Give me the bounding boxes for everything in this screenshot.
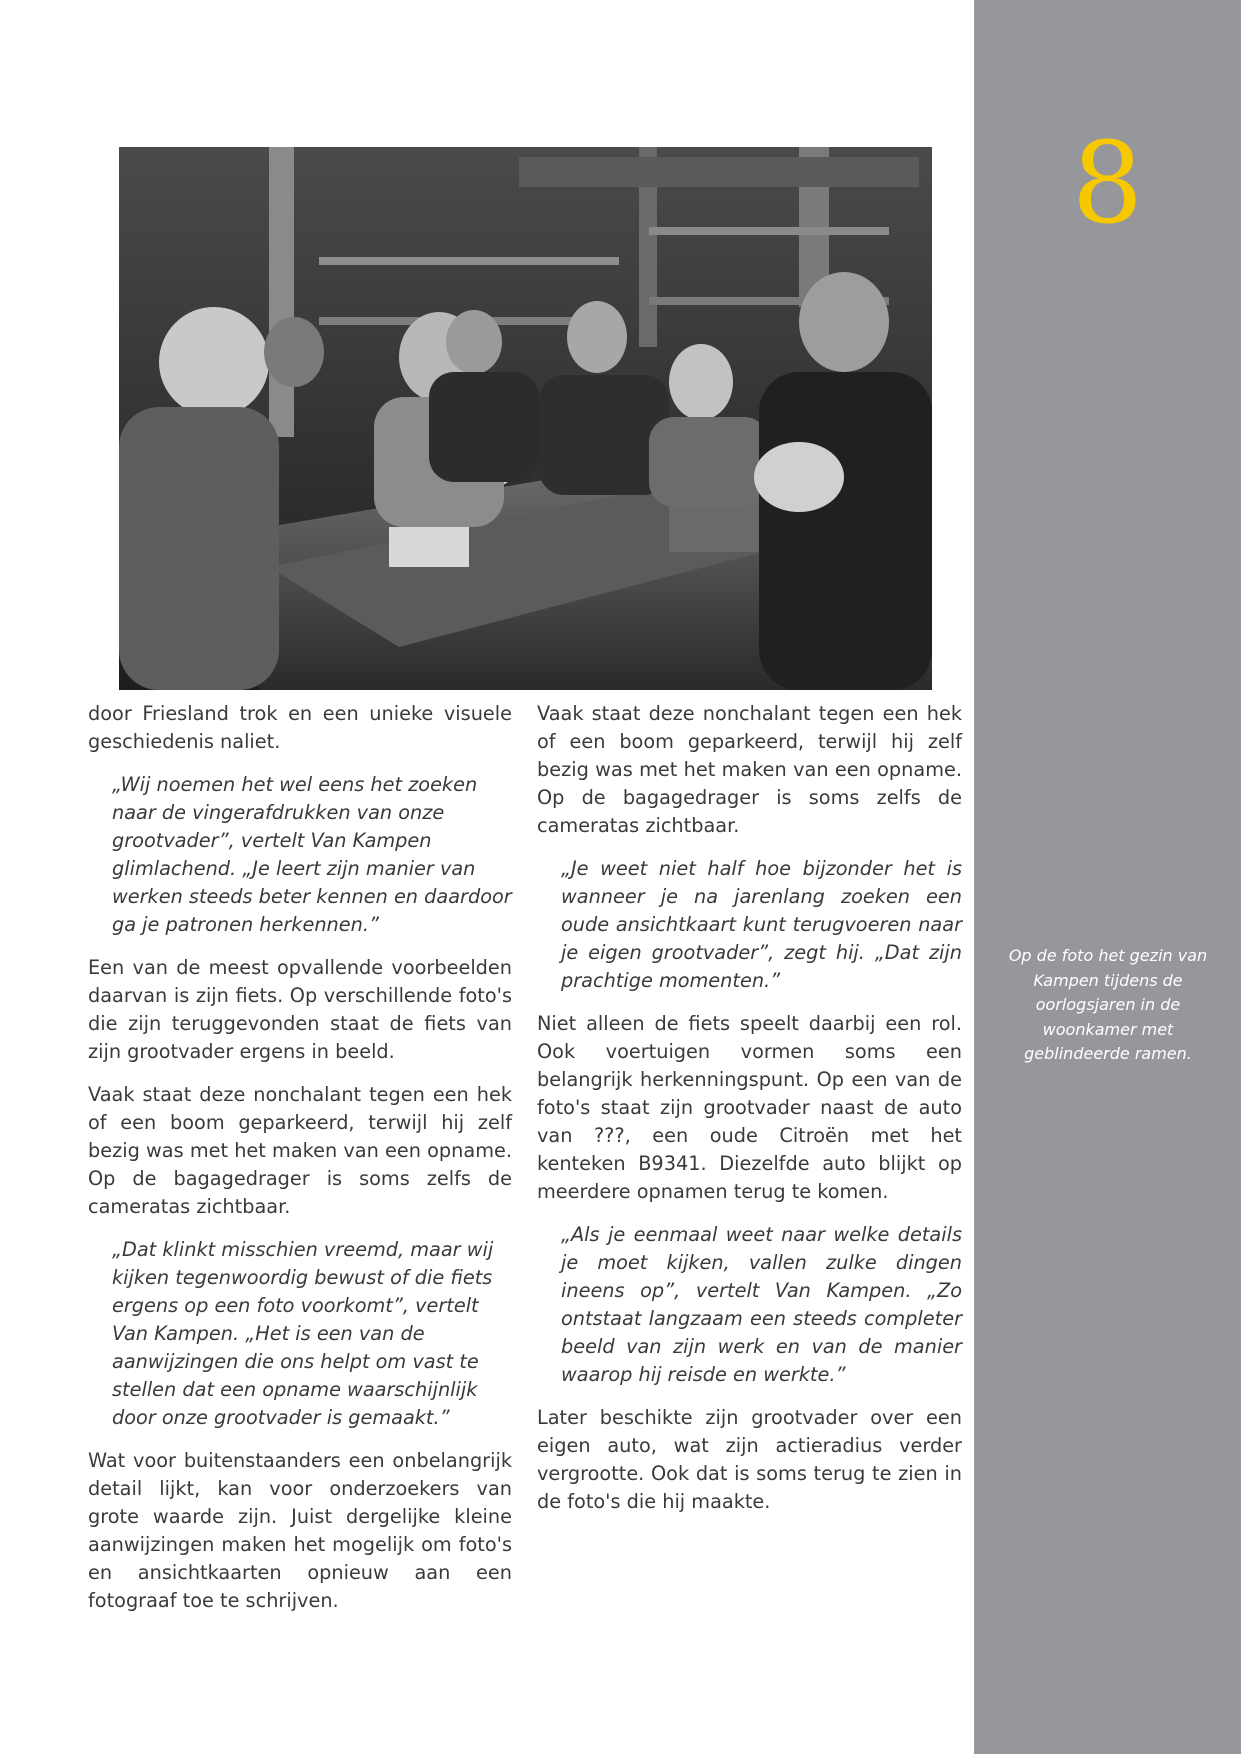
quote: „Dat klinkt misschien vreemd, maar wij kijken tegenwoordig bewust of die fiets ergens op een foto voorkomt”, vertelt Van Kampen. „Het is een van de aanwijzingen die ons helpt om vast te stellen dat een opname waarschijnlijk door onze grootvader is gemaakt.” <box>112 1238 494 1429</box>
paragraph: Later beschikte zijn grootvader over een eigen auto, wat zijn actieradius verder vergrootte. Ook dat is soms terug te zien in de foto's die hij maakte. <box>537 1406 962 1513</box>
paragraph: Vaak staat deze nonchalant tegen een hek of een boom geparkeerd, terwijl hij zelf bezig was met het maken van een opname. Op de bagagedrager is soms zelfs de cameratas zichtbaar. <box>537 702 962 837</box>
right-column <box>537 700 962 1531</box>
paragraph: door Friesland trok en een unieke visuele geschiedenis naliet. <box>88 702 512 753</box>
page-number: 8 <box>1071 119 1144 249</box>
family-photo <box>119 147 932 690</box>
sidebar <box>974 0 1241 1754</box>
paragraph: Een van de meest opvallende voorbeelden daarvan is zijn fiets. Op verschillende foto's die zijn teruggevonden staat de fiets van zijn grootvader ergens in beeld. <box>88 956 512 1063</box>
paragraph: Vaak staat deze nonchalant tegen een hek of een boom geparkeerd, terwijl hij zelf bezig was met het maken van een opname. Op de bagagedrager is soms zelfs de cameratas zichtbaar. <box>88 1083 512 1218</box>
left-column <box>88 700 512 1630</box>
photo-caption: Op de foto het gezin van Kampen tijdens de oorlogsjaren in de woonkamer met geblindeerde ramen. <box>1008 946 1208 1063</box>
quote: „Wij noemen het wel eens het zoeken naar de vingerafdrukken van onze grootvader”, vertelt Van Kampen glimlachend. „Je leert zijn manier van werken steeds beter kennen en daardoor ga je patronen herkennen.” <box>112 773 512 936</box>
quote: „Je weet niet half hoe bijzonder het is wanneer je na jarenlang zoeken een oude ansichtkaart kunt terugvoeren naar je eigen grootvader”, zegt hij. „Dat zijn prachtige momenten.” <box>561 857 962 992</box>
paragraph: Wat voor buitenstaanders een onbelangrijk detail lijkt, kan voor onderzoekers van grote waarde zijn. Juist dergelijke kleine aanwijzingen maken het mogelijk om foto's en ansichtkaarten opnieuw aan een fotograaf toe te schrijven. <box>88 1449 512 1612</box>
paragraph: Niet alleen de fiets speelt daarbij een rol. Ook voertuigen vormen soms een belangrijk herkenningspunt. Op een van de foto's staat zijn grootvader naast de auto van ???, een oude Citroën met het kenteken B9341. Diezelfde auto blijkt op meerdere opnamen terug te komen. <box>537 1012 962 1203</box>
quote: „Als je eenmaal weet naar welke details je moet kijken, vallen zulke dingen ineens op”, vertelt Van Kampen. „Zo ontstaat langzaam een steeds completer beeld van zijn werk en van de manier waarop hij reisde en werkte.” <box>561 1223 962 1386</box>
